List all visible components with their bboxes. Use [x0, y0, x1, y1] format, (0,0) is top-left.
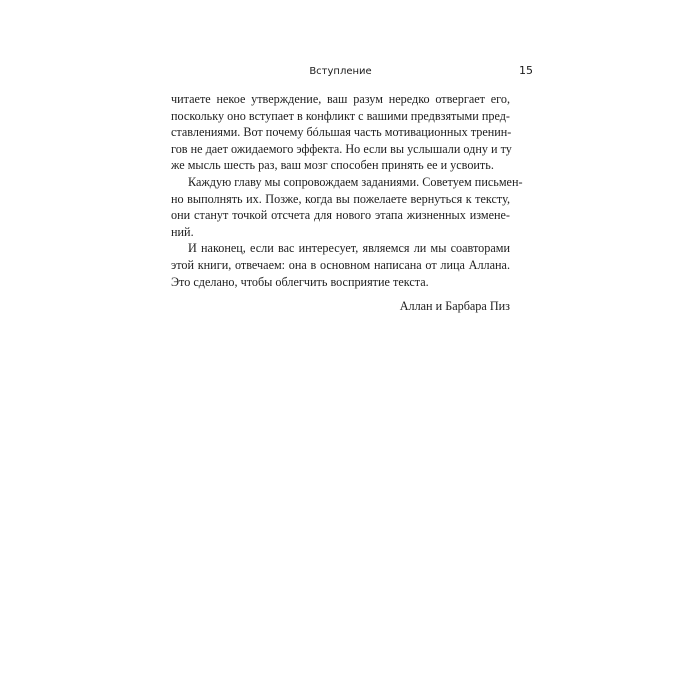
text-line: же мысль шесть раз, ваш мозг способен принять ее и усвоить.	[171, 158, 494, 173]
body-text	[171, 91, 523, 315]
paragraph-2	[171, 174, 523, 240]
text-line: ставлениями. Вот почему бóльшая часть мотивационных тренин-	[171, 125, 512, 140]
text-line: этой книги, отвечаем: она в основном написана от лица Аллана.	[171, 257, 510, 272]
text-line: читаете некое утверждение, ваш разум нередко отвергает его,	[171, 92, 510, 106]
text-line: ний.	[171, 224, 194, 239]
text-line: они станут точкой отсчета для нового этапа жизненных измене-	[171, 208, 510, 223]
author-signature: Аллан и Барбара Пиз	[399, 299, 510, 314]
page-number: 15	[519, 64, 533, 77]
running-title: Вступление	[309, 66, 372, 77]
text-line: И наконец, если вас интересует, являемся ли мы соавторами	[188, 241, 510, 256]
paragraph-3	[171, 240, 510, 290]
text-line: но выполнять их. Позже, когда вы пожелаете вернуться к тексту,	[171, 191, 510, 206]
text-line: гов не дает ожидаемого эффекта. Но если вы услышали одну и ту	[171, 141, 512, 156]
text-line: Каждую главу мы сопровождаем заданиями. Советуем письмен-	[188, 174, 523, 189]
text-line: Это сделано, чтобы облегчить восприятие текста.	[171, 274, 429, 289]
text-line: поскольку оно вступает в конфликт с вашими предвзятыми пред-	[171, 108, 510, 123]
paragraph-1	[171, 91, 510, 174]
